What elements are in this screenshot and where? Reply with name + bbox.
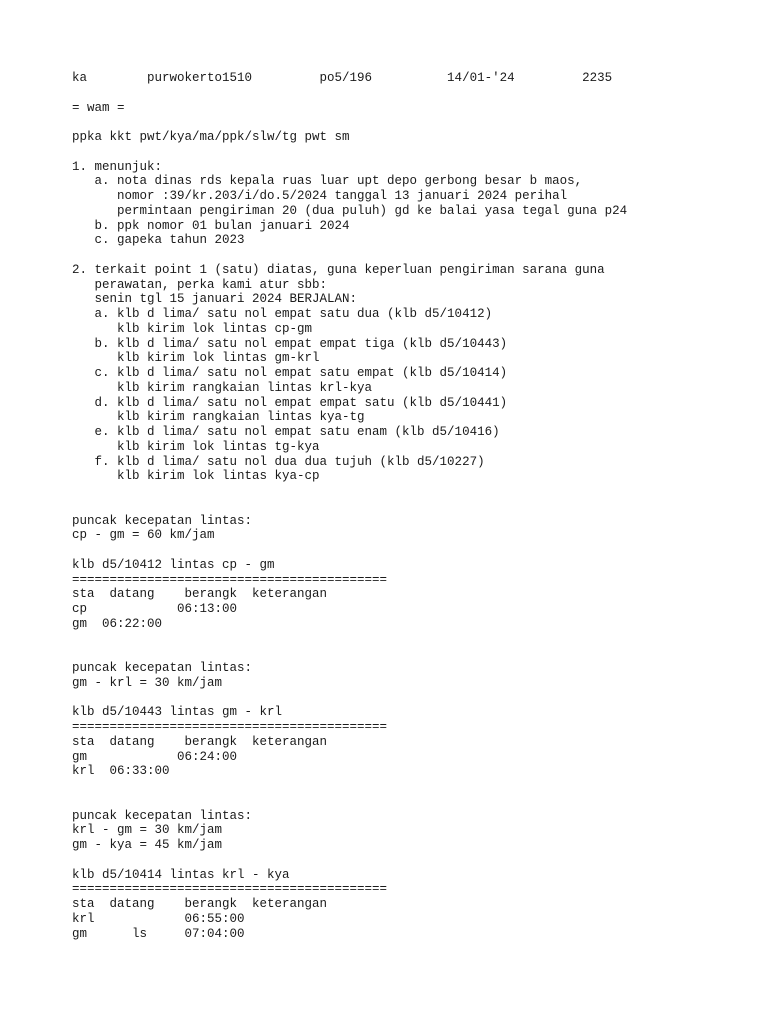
blank-line [72,646,627,661]
text-line: krl - gm = 30 km/jam [72,823,223,838]
text-line: gm - kya = 45 km/jam [72,838,223,852]
text-line: klb d5/10443 lintas gm - krl [72,705,283,720]
text-line: sta datang berangk keterangan [72,897,328,911]
text-line: 2. terkait point 1 (satu) diatas, guna keperluan pengiriman sarana guna [72,262,605,277]
text-line: senin tgl 15 januari 2024 BERJALAN: [72,292,358,307]
text-line: gm 06:22:00 [72,616,163,631]
blank-line [72,86,627,101]
blank-line [72,632,627,647]
text-line: krl 06:55:00 [72,911,245,926]
text-line: cp 06:13:00 [72,602,238,616]
text-line: gm 06:24:00 [72,749,238,764]
blank-line [72,115,627,130]
text-line: e. klb d lima/ satu nol empat satu enam (klb d5/10416) [72,425,500,439]
blank-line [72,853,627,868]
text-line: sta datang berangk keterangan [72,734,328,749]
blank-line [72,499,627,514]
blank-line [72,543,627,558]
text-line: gm ls 07:04:00 [72,926,245,941]
blank-line [72,691,627,706]
text-line: klb d5/10414 lintas krl - kya [72,867,290,882]
blank-line [72,145,627,160]
text-line: a. klb d lima/ satu nol empat satu dua (klb d5/10412) [72,307,493,321]
text-line: klb kirim lok lintas tg-kya [72,439,320,454]
text-line: c. klb d lima/ satu nol empat satu empat (klb d5/10414) [72,366,508,380]
text-line: klb kirim lok lintas kya-cp [72,469,320,484]
text-line: perawatan, perka kami atur sbb: [72,277,328,292]
text-line: klb kirim lok lintas cp-gm [72,321,313,336]
text-line: a. nota dinas rds kepala ruas luar upt depo gerbong besar b maos, [72,174,583,189]
text-line: b. ppk nomor 01 bulan januari 2024 [72,218,350,233]
text-line: = wam = [72,100,125,115]
text-line: ppka kkt pwt/kya/ma/ppk/slw/tg pwt sm [72,130,350,144]
text-line: ka purwokerto1510 po5/196 14/01-'24 2235 [72,71,613,85]
text-line: klb d5/10412 lintas cp - gm [72,557,275,572]
text-line: krl 06:33:00 [72,764,170,779]
text-line: permintaan pengiriman 20 (dua puluh) gd ke balai yasa tegal guna p24 [72,203,628,218]
text-line: klb kirim rangkaian lintas krl-kya [72,380,373,395]
text-line: ========================================== [72,572,388,587]
text-line: sta datang berangk keterangan [72,587,328,602]
text-line: f. klb d lima/ satu nol dua dua tujuh (klb d5/10227) [72,454,485,469]
blank-line [72,484,627,499]
blank-line [72,248,627,263]
text-line: klb kirim rangkaian lintas kya-tg [72,410,365,425]
text-line: puncak kecepatan lintas: [72,808,253,823]
text-line: ========================================== [72,720,388,734]
text-line: d. klb d lima/ satu nol empat empat satu (klb d5/10441) [72,395,508,410]
blank-line [72,779,627,794]
text-line: klb kirim lok lintas gm-krl [72,351,320,366]
text-line: 1. menunjuk: [72,159,163,174]
text-line: c. gapeka tahun 2023 [72,233,245,248]
blank-line [72,794,627,809]
telegram-document [72,71,627,941]
text-line: ========================================== [72,882,388,897]
text-line: b. klb d lima/ satu nol empat empat tiga (klb d5/10443) [72,336,508,351]
text-line: puncak kecepatan lintas: [72,661,253,675]
text-line: nomor :39/kr.203/i/do.5/2024 tanggal 13 januari 2024 perihal [72,189,568,203]
text-line: puncak kecepatan lintas: [72,513,253,528]
text-line: cp - gm = 60 km/jam [72,528,215,543]
text-line: gm - krl = 30 km/jam [72,675,223,690]
